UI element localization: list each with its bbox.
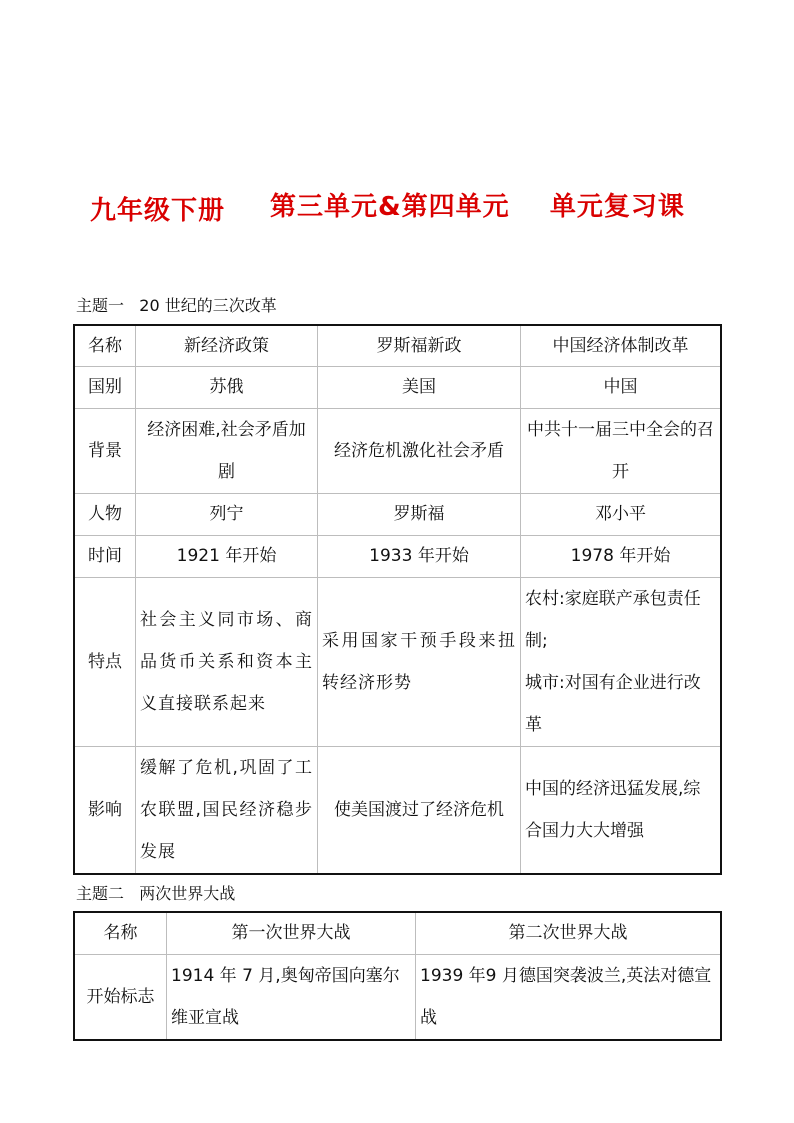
topic-two-heading: 主题二 两次世界大战 — [76, 884, 236, 903]
table-cell: 1939 年9 月德国突袭波兰,英法对德宣战 — [416, 955, 721, 1040]
table-cell: 邓小平 — [521, 494, 721, 536]
row-label: 背景 — [75, 409, 136, 494]
table-cell — [521, 578, 721, 747]
reforms-table — [74, 325, 721, 874]
table-cell: 列宁 — [136, 494, 318, 536]
row-label: 国别 — [75, 367, 136, 409]
header-cell: 名称 — [75, 326, 136, 367]
page-header — [90, 186, 730, 230]
table-row — [75, 536, 721, 578]
header-cell: 罗斯福新政 — [318, 326, 521, 367]
row-label: 时间 — [75, 536, 136, 578]
unit-title: 第三单元&第四单元 单元复习课 — [270, 192, 685, 222]
world-wars-table — [74, 912, 721, 1040]
table-cell: 经济危机激化社会矛盾 — [318, 409, 521, 494]
table-cell: 中国的经济迅猛发展,综合国力大大增强 — [521, 747, 721, 874]
header-cell: 新经济政策 — [136, 326, 318, 367]
table-row — [75, 955, 721, 1040]
table-cell: 1933 年开始 — [318, 536, 521, 578]
table-cell: 采用国家干预手段来扭转经济形势 — [318, 578, 521, 747]
table-row — [75, 409, 721, 494]
table-row — [75, 494, 721, 536]
table-row — [75, 578, 721, 747]
table-cell: 美国 — [318, 367, 521, 409]
cell-line: 城市:对国有企业进行改革 — [525, 673, 701, 735]
row-label: 影响 — [75, 747, 136, 874]
cell-line: 农村:家庭联产承包责任制; — [525, 589, 701, 651]
header-cell: 第二次世界大战 — [416, 913, 721, 955]
table-header-row — [75, 326, 721, 367]
table-cell: 1978 年开始 — [521, 536, 721, 578]
row-label: 人物 — [75, 494, 136, 536]
table-cell: 1921 年开始 — [136, 536, 318, 578]
header-cell: 名称 — [75, 913, 167, 955]
row-label: 开始标志 — [75, 955, 167, 1040]
table-row — [75, 367, 721, 409]
table-cell: 苏俄 — [136, 367, 318, 409]
table-cell: 社会主义同市场、商品货币关系和资本主义直接联系起来 — [136, 578, 318, 747]
grade-title: 九年级下册 — [90, 196, 226, 226]
table-cell: 经济困难,社会矛盾加剧 — [136, 409, 318, 494]
table-cell: 1914 年 7 月,奥匈帝国向塞尔维亚宣战 — [167, 955, 416, 1040]
topic-one-heading: 主题一 20 世纪的三次改革 — [76, 296, 277, 315]
header-cell: 第一次世界大战 — [167, 913, 416, 955]
header-cell: 中国经济体制改革 — [521, 326, 721, 367]
table-header-row — [75, 913, 721, 955]
table-cell: 使美国渡过了经济危机 — [318, 747, 521, 874]
table-row — [75, 747, 721, 874]
table-cell: 中共十一届三中全会的召开 — [521, 409, 721, 494]
table-cell: 中国 — [521, 367, 721, 409]
table-cell: 罗斯福 — [318, 494, 521, 536]
table-cell: 缓解了危机,巩固了工农联盟,国民经济稳步发展 — [136, 747, 318, 874]
row-label: 特点 — [75, 578, 136, 747]
